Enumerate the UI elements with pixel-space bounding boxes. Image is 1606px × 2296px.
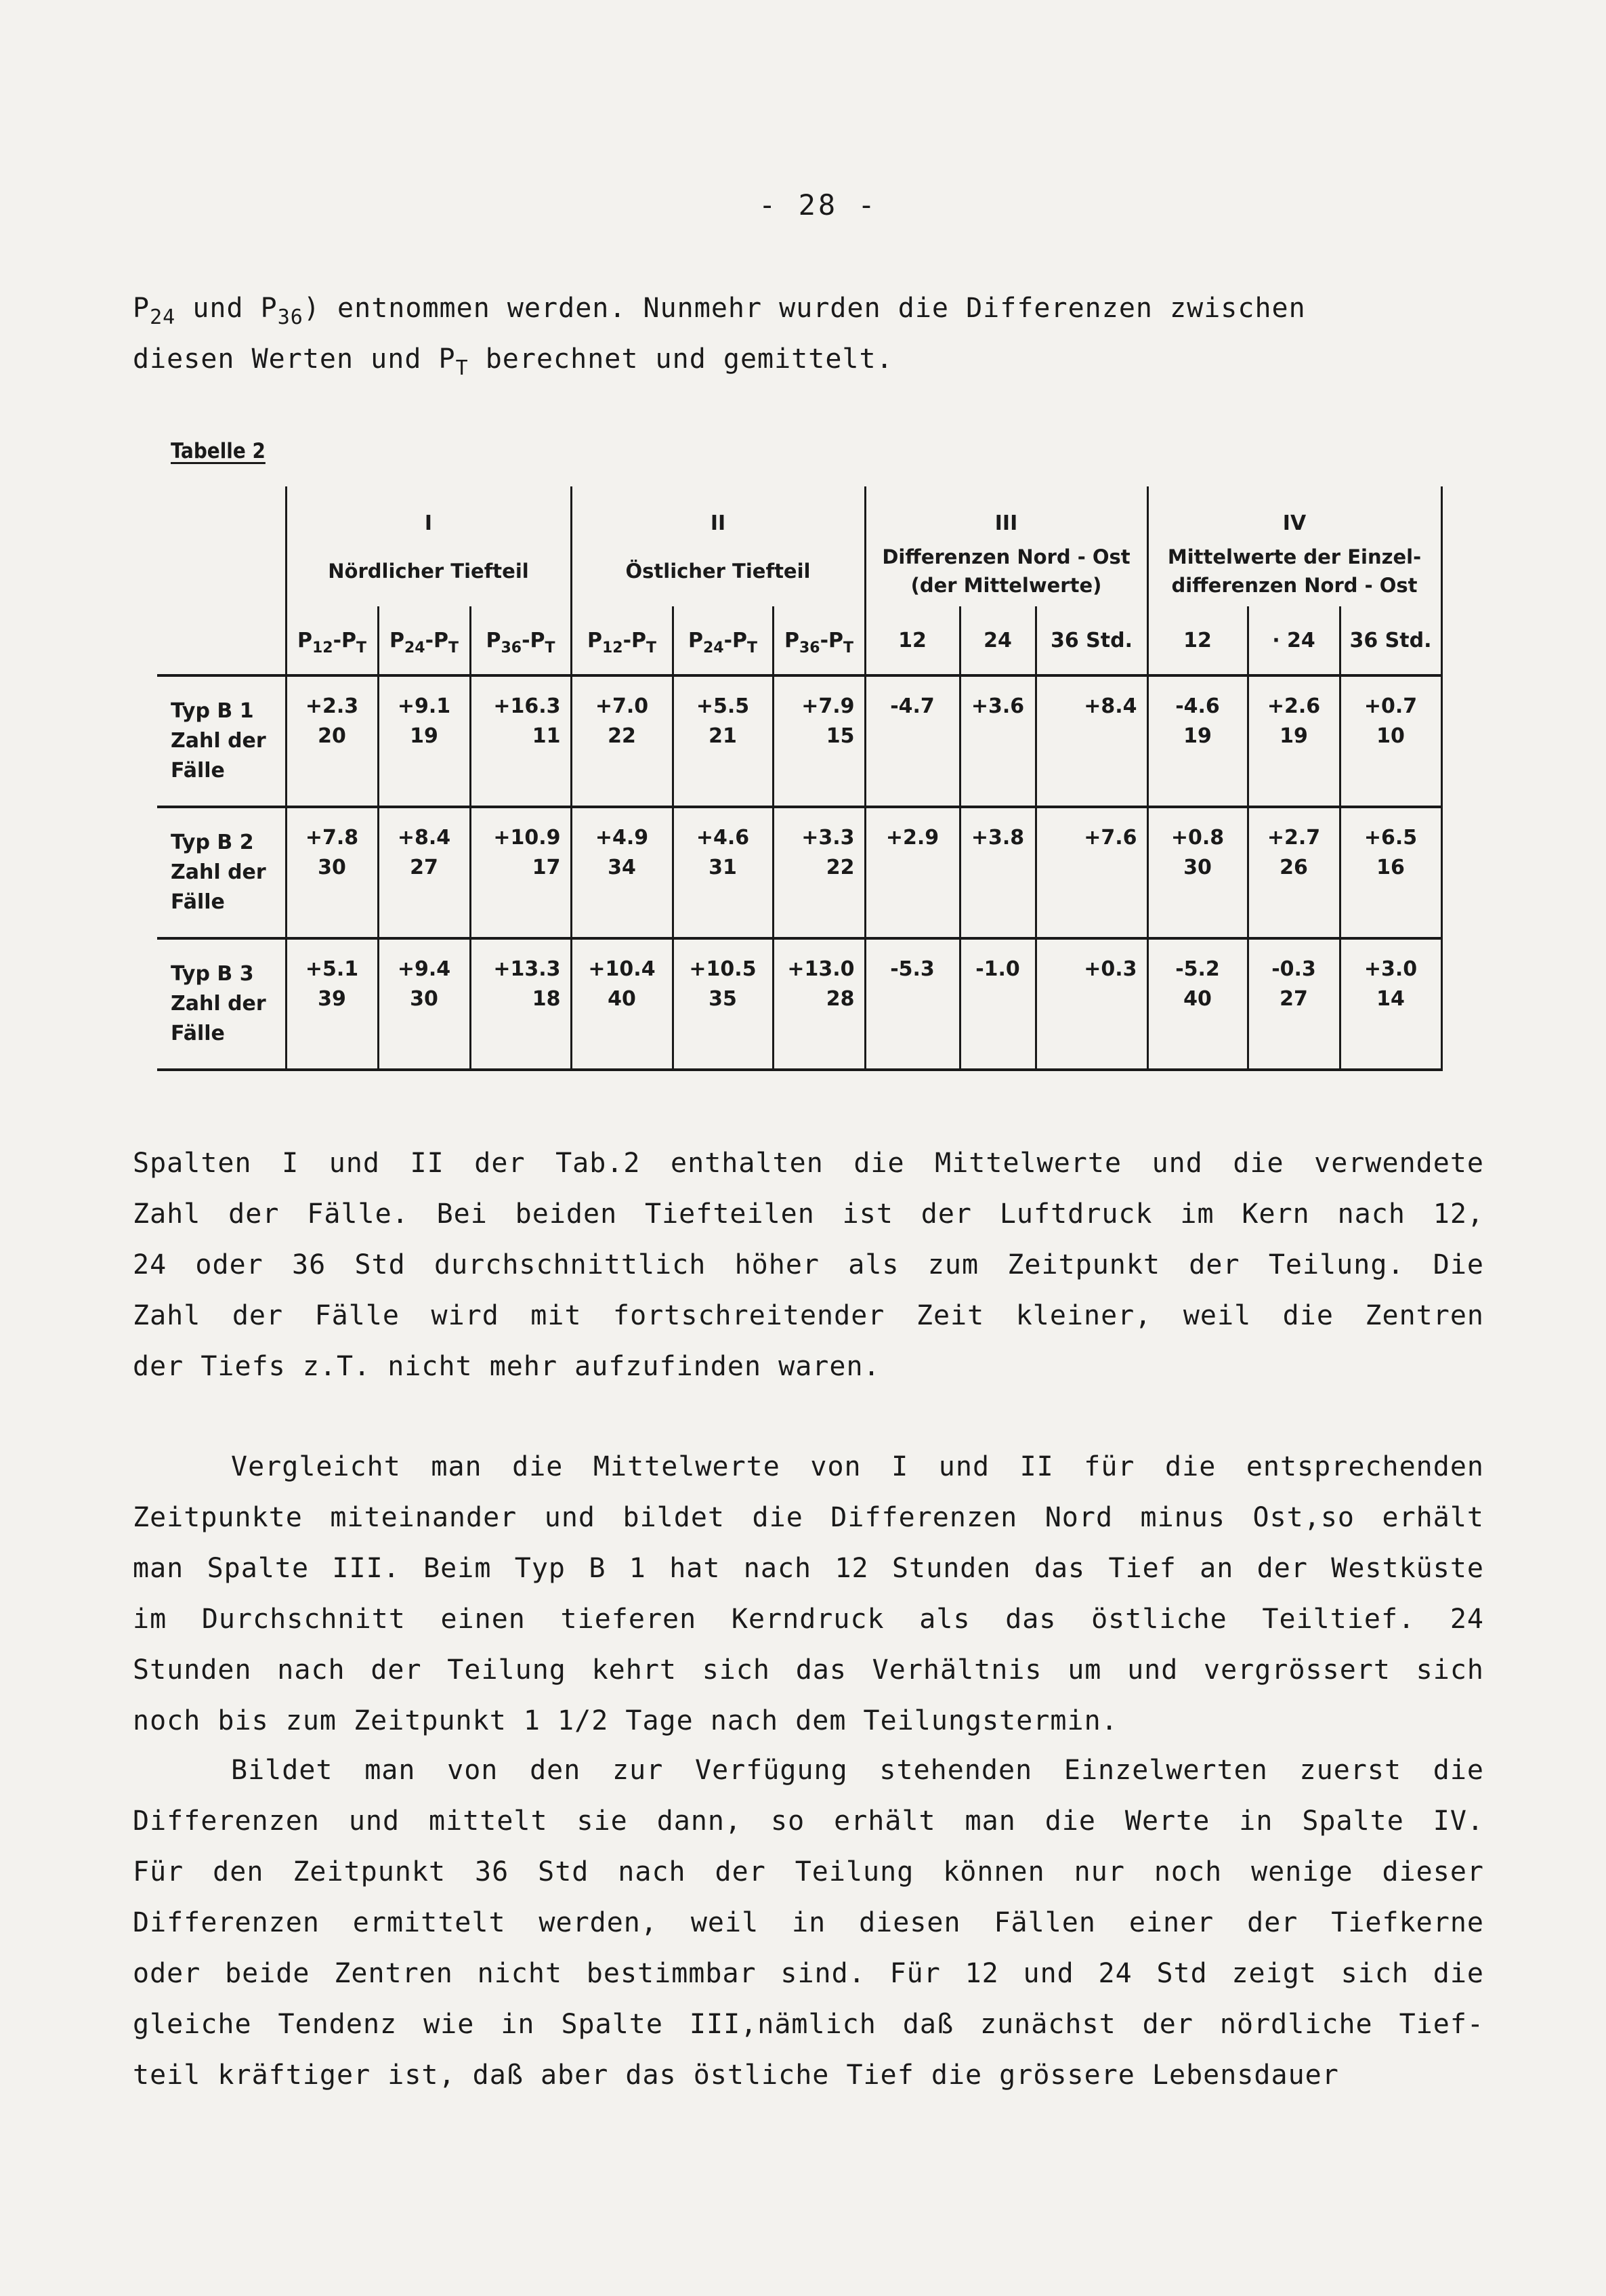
cell-count: 39 <box>318 987 346 1011</box>
table-cell <box>378 938 470 1070</box>
paragraph-line: Stunden nach der Teilung kehrt sich das Verhältnis um und vergrössert sich <box>133 1654 1484 1686</box>
cell-value: +0.8 <box>1170 826 1225 850</box>
col-iv-24: · 24 <box>1248 606 1340 675</box>
cell-count: 40 <box>608 987 636 1011</box>
table-cell <box>773 807 865 938</box>
table-cell <box>571 675 673 807</box>
paragraph-line: gleiche Tendenz wie in Spalte III,nämlich daß zunächst der nördliche Tief- <box>133 2009 1484 2040</box>
col-iv-12: 12 <box>1147 606 1248 675</box>
cell-count: 18 <box>532 987 561 1011</box>
cell-value: -5.3 <box>890 957 935 981</box>
p36-base: P <box>260 293 278 324</box>
group-4-roman: IV <box>1147 486 1441 535</box>
col-ii-p36: $P_{36}-P_T$ <box>773 606 865 675</box>
intro-paragraph <box>133 283 1484 385</box>
cell-value: -4.7 <box>890 694 935 718</box>
cell-count <box>968 722 1028 751</box>
empty-corner <box>157 486 286 535</box>
cell-value: +2.3 <box>305 694 359 718</box>
cell-count: 19 <box>1280 724 1308 748</box>
group-title-row <box>157 535 1441 606</box>
cell-value: +8.4 <box>1084 694 1137 718</box>
col-iv-36: 36 Std. <box>1340 606 1441 675</box>
table-cell <box>1036 938 1147 1070</box>
group-3-title <box>865 535 1147 606</box>
cell-value: +3.6 <box>971 694 1025 718</box>
paragraph-line: noch bis zum Zeitpunkt 1 1/2 Tage nach dem Teilungstermin. <box>133 1705 1118 1736</box>
paragraph-line: Zahl der Fälle wird mit fortschreitender Zeit kleiner, weil die Zentren <box>133 1300 1484 1331</box>
empty-corner-3 <box>157 606 286 675</box>
group-1-title <box>286 535 571 606</box>
table-cell <box>865 938 960 1070</box>
cell-count: 34 <box>608 856 636 879</box>
cell-count: 15 <box>826 724 855 748</box>
cell-count: 30 <box>1183 856 1212 879</box>
cell-value: +10.9 <box>493 826 561 850</box>
table-cell <box>378 807 470 938</box>
table-cell <box>960 807 1036 938</box>
paragraph-line: Spalten I und II der Tab.2 enthalten die Mittelwerte und die verwendete <box>133 1148 1484 1179</box>
paragraph-line: Vergleicht man die Mittelwerte von I und II für die entsprechenden <box>231 1451 1484 1482</box>
intro-line-1 <box>133 283 1484 334</box>
data-table <box>157 486 1443 1071</box>
table-cell <box>960 938 1036 1070</box>
cell-value: -0.3 <box>1271 957 1316 981</box>
row-label-label3: Fälle <box>171 759 225 782</box>
paragraph-line: Differenzen ermittelt werden, weil in diesen Fällen einer der Tiefkerne <box>133 1907 1484 1938</box>
cell-value: +0.7 <box>1364 694 1418 718</box>
cell-count: 27 <box>410 856 438 879</box>
table-cell <box>1248 807 1340 938</box>
subheader-row <box>157 606 1441 675</box>
cell-value: +9.4 <box>397 957 451 981</box>
cell-count <box>873 722 952 751</box>
cell-value: +3.8 <box>971 826 1025 850</box>
cell-count: 20 <box>318 724 346 748</box>
group-2-roman: II <box>571 486 865 535</box>
cell-count: 14 <box>1376 987 1405 1011</box>
p36-sub: 36 <box>277 306 303 329</box>
col-iii-12: 12 <box>865 606 960 675</box>
table-row <box>157 938 1441 1070</box>
paragraph-line: man Spalte III. Beim Typ B 1 hat nach 12 Stunden das Tief an der Westküste <box>133 1553 1484 1584</box>
table-cell <box>286 938 378 1070</box>
paragraph-line: im Durchschnitt einen tieferen Kerndruck als das östliche Teiltief. 24 <box>133 1604 1484 1635</box>
cell-count: 11 <box>532 724 561 748</box>
table-caption: Tabelle 2 <box>171 439 266 463</box>
col-i-p36: $P_{36}-P_T$ <box>470 606 571 675</box>
cell-count: 30 <box>318 856 346 879</box>
page-number: - 28 - <box>759 188 878 222</box>
roman-header-row <box>157 486 1441 535</box>
cell-count <box>968 984 1028 1014</box>
table-row <box>157 675 1441 807</box>
cell-count: 35 <box>709 987 737 1011</box>
row-label-label3: Fälle <box>171 1022 225 1045</box>
group-3-title-line1: Differenzen Nord - Ost <box>882 545 1130 568</box>
table-cell <box>773 938 865 1070</box>
cell-value: +7.8 <box>305 826 359 850</box>
paragraph-line: Bildet man von den zur Verfügung stehenden Einzelwerten zuerst die <box>231 1755 1484 1786</box>
table-cell <box>773 675 865 807</box>
paragraph-line: Für den Zeitpunkt 36 Std nach der Teilung können nur noch wenige dieser <box>133 1856 1484 1887</box>
body-paragraph <box>133 1745 1484 2101</box>
intro-line-2-before: diesen Werten und P <box>133 343 456 375</box>
cell-value: +10.4 <box>588 957 656 981</box>
cell-value: -5.2 <box>1175 957 1220 981</box>
table-cell <box>378 675 470 807</box>
body-paragraph <box>133 1442 1484 1747</box>
intro-line-2-after: berechnet und gemittelt. <box>468 343 893 375</box>
paragraph-line: Differenzen und mittelt sie dann, so erhält man die Werte in Spalte IV. <box>133 1806 1484 1837</box>
group-4-title <box>1147 535 1441 606</box>
p24-base: P <box>133 293 150 324</box>
row-label-label1: Typ B 3 <box>171 962 254 986</box>
table-cell <box>1147 938 1248 1070</box>
col-i-p24: $P_{24}-P_T$ <box>378 606 470 675</box>
cell-value: +5.1 <box>305 957 359 981</box>
cell-count: 40 <box>1183 987 1212 1011</box>
row-label <box>157 938 286 1070</box>
group-1-roman: I <box>286 486 571 535</box>
table-cell <box>470 938 571 1070</box>
cell-value: +13.0 <box>787 957 855 981</box>
col-iii-24: 24 <box>960 606 1036 675</box>
cell-value: +6.5 <box>1364 826 1418 850</box>
cell-value: +7.6 <box>1084 826 1137 850</box>
row-label <box>157 675 286 807</box>
table-cell <box>865 675 960 807</box>
table-cell <box>1036 807 1147 938</box>
col-i-p12: $P_{12}-P_T$ <box>286 606 378 675</box>
cell-count: 17 <box>532 856 561 879</box>
col-ii-p12: $P_{12}-P_T$ <box>571 606 673 675</box>
group-2-title <box>571 535 865 606</box>
table-cell <box>1340 807 1441 938</box>
group-1-title-line1: Nördlicher Tiefteil <box>328 559 529 583</box>
table-cell <box>286 675 378 807</box>
table-cell <box>960 675 1036 807</box>
group-2-title-line1: Östlicher Tiefteil <box>625 559 811 583</box>
table-cell <box>1248 675 1340 807</box>
paragraph-line: der Tiefs z.T. nicht mehr aufzufinden waren. <box>133 1351 881 1382</box>
cell-value: +5.5 <box>696 694 750 718</box>
pt-sub: T <box>455 356 469 380</box>
table-cell <box>673 807 773 938</box>
paragraph-line: Zeitpunkte miteinander und bildet die Differenzen Nord minus Ost,so erhält <box>133 1502 1484 1533</box>
paragraph-line: Zahl der Fälle. Bei beiden Tiefteilen ist der Luftdruck im Kern nach 12, <box>133 1198 1484 1230</box>
cell-count: 22 <box>608 724 636 748</box>
cell-value: -4.6 <box>1175 694 1220 718</box>
cell-count: 28 <box>826 987 855 1011</box>
p24-sub: 24 <box>150 306 176 329</box>
cell-count <box>1044 722 1137 751</box>
paragraph-line: teil kräftiger ist, daß aber das östliche Tief die grössere Lebensdauer <box>133 2060 1339 2091</box>
table-cell <box>1340 938 1441 1070</box>
cell-value: +13.3 <box>493 957 561 981</box>
table-cell <box>865 807 960 938</box>
cell-count: 22 <box>826 856 855 879</box>
group-4-title-line2: differenzen Nord - Ost <box>1171 573 1418 597</box>
cell-value: +2.9 <box>885 826 939 850</box>
table-cell <box>1340 675 1441 807</box>
cell-count <box>873 853 952 883</box>
table-cell <box>673 675 773 807</box>
table-cell <box>1036 675 1147 807</box>
paragraph-line: oder beide Zentren nicht bestimmbar sind. Für 12 und 24 Std zeigt sich die <box>133 1958 1484 1989</box>
cell-count: 27 <box>1280 987 1308 1011</box>
cell-value: +7.0 <box>595 694 649 718</box>
cell-value: +9.1 <box>397 694 451 718</box>
cell-value: +2.6 <box>1267 694 1321 718</box>
group-3-title-line2: (der Mittelwerte) <box>910 573 1102 597</box>
cell-value: +3.0 <box>1364 957 1418 981</box>
paragraph-line: 24 oder 36 Std durchschnittlich höher als zum Zeitpunkt der Teilung. Die <box>133 1249 1484 1280</box>
col-ii-p24: $P_{24}-P_T$ <box>673 606 773 675</box>
intro-line-2 <box>133 334 1484 385</box>
cell-count: 16 <box>1376 856 1405 879</box>
cell-count: 10 <box>1376 724 1405 748</box>
row-label-label1: Typ B 1 <box>171 699 254 723</box>
table-cell <box>1147 675 1248 807</box>
row-label-label2: Zahl der <box>171 729 266 753</box>
cell-count <box>1044 853 1137 883</box>
cell-value: +3.3 <box>801 826 855 850</box>
table-cell <box>286 807 378 938</box>
group-4-title-line1: Mittelwerte der Einzel- <box>1167 545 1422 568</box>
cell-value: +7.9 <box>801 694 855 718</box>
und-word: und <box>192 293 244 324</box>
table-row <box>157 807 1441 938</box>
cell-value: +2.7 <box>1267 826 1321 850</box>
table-cell <box>1147 807 1248 938</box>
cell-count: 21 <box>709 724 737 748</box>
row-label-label3: Fälle <box>171 890 225 914</box>
cell-count <box>968 853 1028 883</box>
table-cell <box>673 938 773 1070</box>
cell-count: 30 <box>410 987 438 1011</box>
body-paragraph <box>133 1138 1484 1392</box>
cell-count: 19 <box>1183 724 1212 748</box>
cell-count <box>873 984 952 1014</box>
cell-count: 31 <box>709 856 737 879</box>
table-cell <box>470 675 571 807</box>
cell-value: -1.0 <box>975 957 1020 981</box>
col-iii-36: 36 Std. <box>1036 606 1147 675</box>
group-3-roman: III <box>865 486 1147 535</box>
empty-corner-2 <box>157 535 286 606</box>
intro-line-1-rest: ) entnommen werden. Nunmehr wurden die Differenzen zwischen <box>303 293 1306 324</box>
cell-value: +4.9 <box>595 826 649 850</box>
cell-value: +8.4 <box>397 826 451 850</box>
cell-count <box>1044 984 1137 1014</box>
row-label-label2: Zahl der <box>171 860 266 884</box>
row-label <box>157 807 286 938</box>
table-cell <box>571 807 673 938</box>
cell-value: +4.6 <box>696 826 750 850</box>
row-label-label1: Typ B 2 <box>171 831 254 854</box>
cell-value: +10.5 <box>689 957 757 981</box>
cell-count: 26 <box>1280 856 1308 879</box>
cell-value: +0.3 <box>1084 957 1137 981</box>
cell-value: +16.3 <box>493 694 561 718</box>
row-label-label2: Zahl der <box>171 992 266 1016</box>
cell-count: 19 <box>410 724 438 748</box>
table-cell <box>470 807 571 938</box>
table-cell <box>571 938 673 1070</box>
table-cell <box>1248 938 1340 1070</box>
